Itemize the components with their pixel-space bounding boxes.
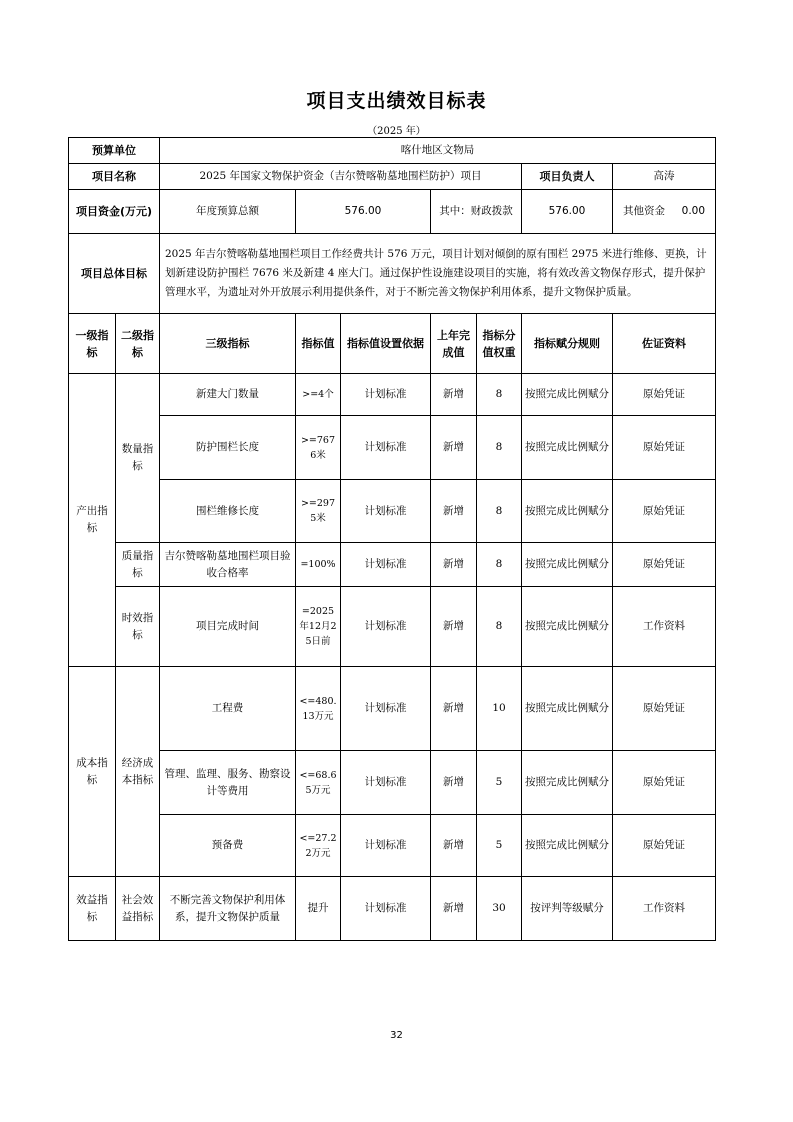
scoring-rule: 按照完成比例赋分	[522, 667, 613, 751]
evidence-material: 原始凭证	[613, 751, 716, 815]
indicator-weight: 8	[477, 543, 522, 587]
level1-header: 一级指标	[69, 314, 116, 374]
indicator-weight: 5	[477, 751, 522, 815]
budget-unit-row	[69, 138, 716, 164]
indicator-name: 预备费	[160, 815, 296, 877]
indicator-value: =2025年12月25日前	[296, 587, 341, 667]
indicator-name: 项目完成时间	[160, 587, 296, 667]
table-row	[69, 877, 716, 941]
indicator-name: 防护围栏长度	[160, 416, 296, 480]
indicator-value: >=2975米	[296, 480, 341, 543]
overall-goal-text: 2025 年吉尔赞喀勒墓地围栏项目工作经费共计 576 万元，项目计划对倾倒的原有围栏 2975 米进行维修、更换，计划新建设防护围栏 7676 米及新建 4 座大门。通过保护性设施建设项目的实施，将有效改善文物保存形式，提升保护管理水平，为遗址对外开放展示利用提供条件，对于不断完善文物保护利用体系，提升文物保护质量。	[160, 234, 716, 314]
evidence-material: 原始凭证	[613, 815, 716, 877]
indicator-header-row	[69, 314, 716, 374]
scoring-rule: 按照完成比例赋分	[522, 480, 613, 543]
indicator-name: 吉尔赞喀勒墓地围栏项目验收合格率	[160, 543, 296, 587]
last-year-value: 新增	[431, 543, 477, 587]
level3-header: 三级指标	[160, 314, 296, 374]
indicator-value: >=4个	[296, 374, 341, 416]
indicator-name: 工程费	[160, 667, 296, 751]
fiscal-label: 其中：财政拨款	[431, 190, 522, 234]
evidence-header: 佐证资料	[613, 314, 716, 374]
overall-goal-row	[69, 234, 716, 314]
project-funds-row	[69, 190, 716, 234]
table-row	[69, 416, 716, 480]
indicator-basis: 计划标准	[341, 877, 431, 941]
indicator-value: >=7676米	[296, 416, 341, 480]
fiscal-value: 576.00	[522, 190, 613, 234]
indicator-basis: 计划标准	[341, 480, 431, 543]
table-row	[69, 751, 716, 815]
last-year-value: 新增	[431, 374, 477, 416]
indicator-name: 管理、监理、服务、勘察设计等费用	[160, 751, 296, 815]
quality-indicator-group: 质量指标	[116, 543, 160, 587]
last-year-value: 新增	[431, 416, 477, 480]
annual-total-label: 年度预算总额	[160, 190, 296, 234]
evidence-material: 原始凭证	[613, 480, 716, 543]
scoring-rule: 按照完成比例赋分	[522, 587, 613, 667]
indicator-basis: 计划标准	[341, 667, 431, 751]
indicator-weight: 30	[477, 877, 522, 941]
scoring-rule: 按评判等级赋分	[522, 877, 613, 941]
evidence-material: 工作资料	[613, 877, 716, 941]
table-row	[69, 543, 716, 587]
indicator-weight: 8	[477, 480, 522, 543]
value-header: 指标值	[296, 314, 341, 374]
timeliness-indicator-group: 时效指标	[116, 587, 160, 667]
indicator-basis: 计划标准	[341, 416, 431, 480]
social-benefit-indicator-group: 社会效益指标	[116, 877, 160, 941]
indicator-value: <=480.13万元	[296, 667, 341, 751]
other-funds-value: 0.00	[681, 205, 706, 217]
last-year-value: 新增	[431, 751, 477, 815]
last-year-value: 新增	[431, 480, 477, 543]
indicator-weight: 5	[477, 815, 522, 877]
page-title: 项目支出绩效目标表	[306, 90, 487, 112]
last-year-value: 新增	[431, 877, 477, 941]
economic-cost-indicator-group: 经济成本指标	[116, 667, 160, 877]
scoring-rule: 按照完成比例赋分	[522, 751, 613, 815]
evidence-material: 工作资料	[613, 587, 716, 667]
last-year-value: 新增	[431, 667, 477, 751]
quantity-indicator-group: 数量指标	[116, 374, 160, 543]
project-funds-label: 项目资金(万元)	[69, 190, 160, 234]
indicator-basis: 计划标准	[341, 587, 431, 667]
indicator-weight: 8	[477, 587, 522, 667]
cost-indicator-group: 成本指标	[69, 667, 116, 877]
rule-header: 指标赋分规则	[522, 314, 613, 374]
indicator-basis: 计划标准	[341, 543, 431, 587]
budget-unit-value: 喀什地区文物局	[160, 138, 716, 164]
indicator-value: <=68.65万元	[296, 751, 341, 815]
last-year-value: 新增	[431, 587, 477, 667]
table-row	[69, 374, 716, 416]
project-name-row	[69, 164, 716, 190]
table-row	[69, 480, 716, 543]
table-row	[69, 815, 716, 877]
evidence-material: 原始凭证	[613, 416, 716, 480]
indicator-weight: 8	[477, 416, 522, 480]
last-year-value: 新增	[431, 815, 477, 877]
evidence-material: 原始凭证	[613, 543, 716, 587]
indicator-value: <=27.22万元	[296, 815, 341, 877]
scoring-rule: 按照完成比例赋分	[522, 374, 613, 416]
project-leader-label: 项目负责人	[522, 164, 613, 190]
indicator-weight: 8	[477, 374, 522, 416]
year-label: （2025 年）	[367, 126, 426, 137]
table-row	[69, 667, 716, 751]
evidence-material: 原始凭证	[613, 374, 716, 416]
indicator-weight: 10	[477, 667, 522, 751]
indicator-value: =100%	[296, 543, 341, 587]
annual-total-value: 576.00	[296, 190, 431, 234]
project-name-value: 2025 年国家文物保护资金（吉尔赞喀勒墓地围栏防护）项目	[160, 164, 522, 190]
performance-target-table	[68, 137, 716, 941]
indicator-basis: 计划标准	[341, 751, 431, 815]
evidence-material: 原始凭证	[613, 667, 716, 751]
overall-goal-label: 项目总体目标	[69, 234, 160, 314]
benefit-indicator-group: 效益指标	[69, 877, 116, 941]
table-row	[69, 587, 716, 667]
other-funds	[613, 190, 716, 234]
indicator-name: 不断完善文物保护利用体系，提升文物保护质量	[160, 877, 296, 941]
page-number: 32	[390, 1030, 403, 1041]
indicator-name: 围栏维修长度	[160, 480, 296, 543]
last-year-header: 上年完成值	[431, 314, 477, 374]
indicator-basis: 计划标准	[341, 815, 431, 877]
scoring-rule: 按照完成比例赋分	[522, 416, 613, 480]
output-indicator-group: 产出指标	[69, 374, 116, 667]
weight-header: 指标分值权重	[477, 314, 522, 374]
indicator-value: 提升	[296, 877, 341, 941]
basis-header: 指标值设置依据	[341, 314, 431, 374]
indicator-name: 新建大门数量	[160, 374, 296, 416]
budget-unit-label: 预算单位	[69, 138, 160, 164]
scoring-rule: 按照完成比例赋分	[522, 815, 613, 877]
indicator-basis: 计划标准	[341, 374, 431, 416]
other-funds-label: 其他资金	[622, 205, 665, 217]
level2-header: 二级指标	[116, 314, 160, 374]
project-leader-value: 高涛	[613, 164, 716, 190]
scoring-rule: 按照完成比例赋分	[522, 543, 613, 587]
project-name-label: 项目名称	[69, 164, 160, 190]
